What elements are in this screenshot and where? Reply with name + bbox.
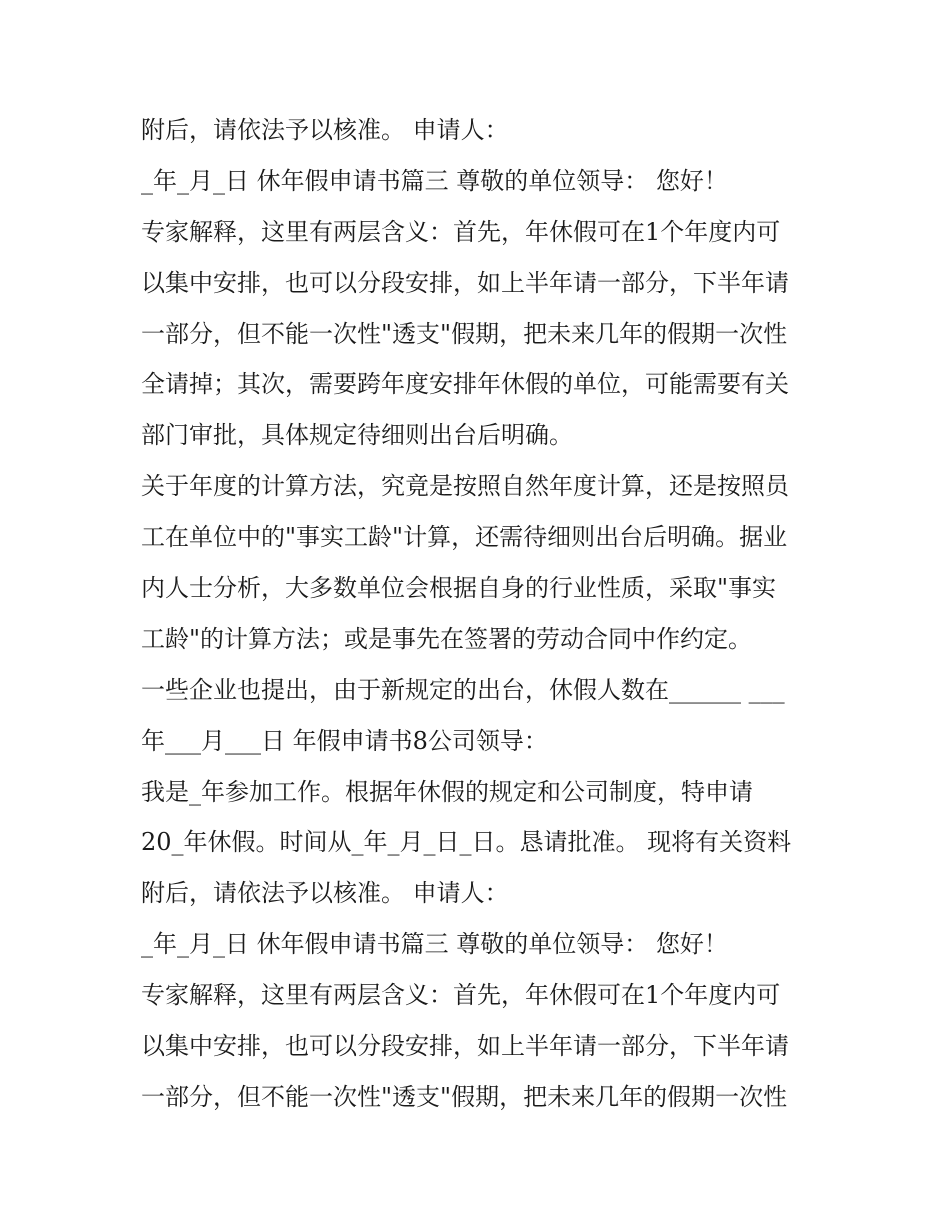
text-line: 以集中安排，也可以分段安排，如上半年请一部分，下半年请	[141, 1032, 789, 1061]
text-line: 附后，请依法予以核准。 申请人：	[141, 116, 509, 144]
text-line: 工在单位中的"事实工龄"计算，还需待细则出台后明确。据业	[141, 523, 788, 552]
text-line: _年_月_日 休年假申请书篇三 尊敬的单位领导： 您好！	[141, 930, 728, 959]
text-line: 20_年休假。时间从_年_月_日_日。恳请批准。 现将有关资料	[141, 828, 792, 857]
text-line: 工龄"的计算方法；或是事先在签署的劳动合同中作约定。	[141, 624, 753, 653]
text-line: 专家解释，这里有两层含义：首先，年休假可在1个年度内可	[141, 981, 781, 1010]
text-line: 专家解释，这里有两层含义：首先，年休假可在1个年度内可	[141, 217, 781, 246]
body-text	[141, 105, 831, 1123]
text-line: 我是_年参加工作。根据年休假的规定和公司制度，特申请	[141, 777, 753, 806]
text-line: 内人士分析，大多数单位会根据自身的行业性质，采取"事实	[141, 574, 777, 603]
text-line: 以集中安排，也可以分段安排，如上半年请一部分，下半年请	[141, 268, 789, 297]
text-line: 一些企业也提出，由于新规定的出台，休假人数在______ ___	[141, 675, 785, 704]
text-line: 一部分，但不能一次性"透支"假期，把未来几年的假期一次性	[141, 1082, 788, 1111]
text-line: 部门审批，具体规定待细则出台后明确。	[141, 421, 573, 450]
text-line: 一部分，但不能一次性"透支"假期，把未来几年的假期一次性	[141, 319, 788, 348]
text-line: 全请掉；其次，需要跨年度安排年休假的单位，可能需要有关	[141, 370, 789, 399]
text-line: 关于年度的计算方法，究竟是按照自然年度计算，还是按照员	[141, 472, 789, 501]
text-line: 年___月___日 年假申请书8公司领导：	[141, 726, 548, 755]
text-line: _年_月_日 休年假申请书篇三 尊敬的单位领导： 您好！	[141, 166, 728, 195]
text-line: 附后，请依法予以核准。 申请人：	[141, 879, 509, 908]
